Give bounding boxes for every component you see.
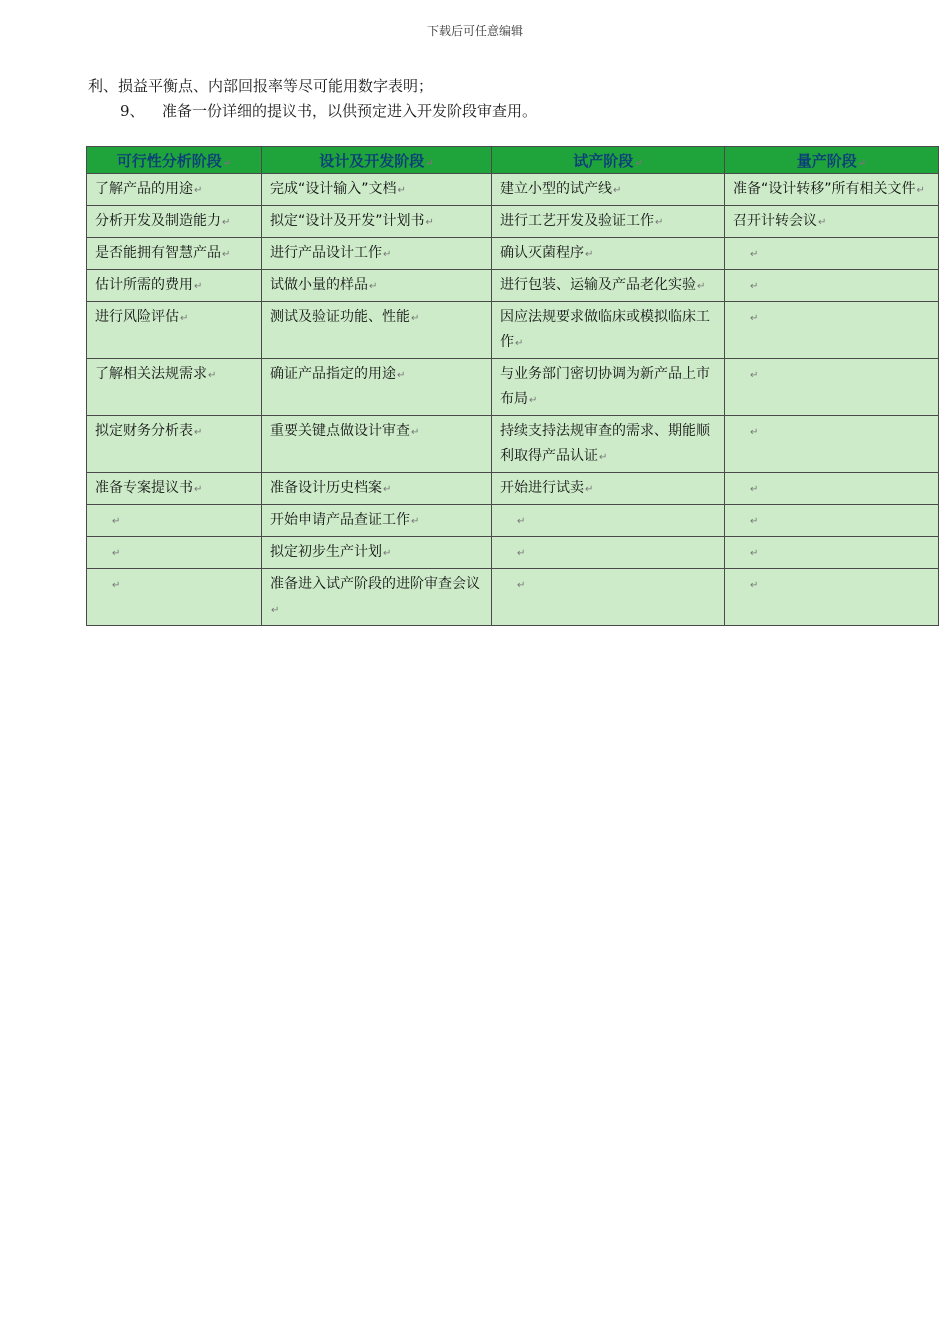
paragraph-mark: ↵	[517, 548, 526, 559]
paragraph-mark: ↵	[112, 580, 121, 591]
table-cell	[262, 537, 492, 569]
table-row	[87, 270, 939, 302]
table-row	[87, 359, 939, 416]
table-cell	[492, 302, 725, 359]
table-cell	[87, 359, 262, 416]
table-cell	[492, 505, 725, 537]
paragraph-mark: ↵	[271, 605, 280, 616]
table-row	[87, 238, 939, 270]
header-trial-production: 试产阶段↵	[492, 147, 725, 174]
paragraph-mark: ↵	[515, 338, 524, 349]
page-header-note: 下载后可任意编辑	[426, 24, 523, 38]
table-row	[87, 569, 939, 626]
paragraph-mark: ↵	[411, 516, 420, 527]
item-number: 9、	[120, 102, 145, 120]
table-cell	[262, 302, 492, 359]
table-cell	[87, 174, 262, 206]
paragraph-mark: ↵	[425, 217, 434, 228]
table-cell	[725, 473, 939, 505]
paragraph-mark: ↵	[397, 370, 406, 381]
cell-text: 开始申请产品查证工作	[270, 512, 410, 528]
table-cell	[87, 505, 262, 537]
table-cell	[725, 302, 939, 359]
table-row	[87, 302, 939, 359]
paragraph-mark: ↵	[697, 281, 706, 292]
table-row	[87, 505, 939, 537]
table-cell	[87, 537, 262, 569]
paragraph-mark: ↵	[222, 249, 231, 260]
paragraph-continuation: 利、损益平衡点、内部回报率等尽可能用数字表明；	[88, 77, 434, 95]
table-cell	[725, 359, 939, 416]
cell-text: 准备设计历史档案	[270, 480, 382, 496]
table-cell	[492, 537, 725, 569]
cell-text: 与业务部门密切协调为新产品上市布局	[500, 366, 710, 407]
paragraph-mark: ↵	[383, 548, 392, 559]
header-feasibility: 可行性分析阶段↵	[87, 147, 262, 174]
paragraph-mark: ↵	[916, 185, 925, 196]
cell-text: 准备“设计转移”所有相关文件	[733, 181, 916, 197]
table-cell	[262, 359, 492, 416]
cell-text: 准备进入试产阶段的进阶审查会议	[270, 576, 480, 592]
paragraph-mark: ↵	[411, 313, 420, 324]
table-cell	[725, 569, 939, 626]
table-cell	[262, 473, 492, 505]
cell-text: 进行包装、运输及产品老化实验	[500, 277, 696, 293]
table-cell	[87, 206, 262, 238]
phase-table-container	[86, 146, 938, 626]
table-cell	[492, 416, 725, 473]
paragraph-mark: ↵	[750, 249, 759, 260]
cell-text: 开始进行试卖	[500, 480, 584, 496]
table-cell	[492, 359, 725, 416]
paragraph-mark: ↵	[750, 370, 759, 381]
table-row	[87, 206, 939, 238]
cell-text: 准备专案提议书	[95, 480, 193, 496]
cell-text: 是否能拥有智慧产品	[95, 245, 221, 261]
paragraph-mark: ↵	[194, 281, 203, 292]
paragraph-mark: ↵	[529, 395, 538, 406]
paragraph-mark: ↵	[411, 427, 420, 438]
table-row	[87, 473, 939, 505]
cell-text: 建立小型的试产线	[500, 181, 612, 197]
table-cell	[725, 505, 939, 537]
paragraph-mark: ↵	[750, 313, 759, 324]
cell-text: 因应法规要求做临床或模拟临床工作	[500, 309, 710, 350]
table-cell	[725, 238, 939, 270]
table-cell	[492, 569, 725, 626]
cell-text: 召开计转会议	[733, 213, 817, 229]
cell-text: 进行产品设计工作	[270, 245, 382, 261]
paragraph-mark: ↵	[818, 217, 827, 228]
paragraph-mark: ↵	[517, 580, 526, 591]
table-cell	[725, 537, 939, 569]
paragraph-mark: ↵	[194, 484, 203, 495]
paragraph-mark: ↵	[750, 427, 759, 438]
paragraph-mark: ↵	[599, 452, 608, 463]
header-mass-production: 量产阶段↵	[725, 147, 939, 174]
table-cell	[725, 174, 939, 206]
paragraph-mark: ↵	[750, 516, 759, 527]
table-cell	[262, 206, 492, 238]
table-row	[87, 537, 939, 569]
cell-text: 估计所需的费用	[95, 277, 193, 293]
cell-text: 了解产品的用途	[95, 181, 193, 197]
table-cell	[492, 270, 725, 302]
cell-text: 试做小量的样品	[270, 277, 368, 293]
paragraph-item-9	[120, 101, 537, 121]
paragraph-mark: ↵	[208, 370, 217, 381]
paragraph-mark: ↵	[383, 249, 392, 260]
table-cell	[87, 473, 262, 505]
table-cell	[725, 416, 939, 473]
table-cell	[492, 174, 725, 206]
paragraph-mark: ↵	[517, 516, 526, 527]
header-design-dev: 设计及开发阶段↵	[262, 147, 492, 174]
table-cell	[87, 569, 262, 626]
phase-table	[86, 146, 939, 626]
cell-text: 确证产品指定的用途	[270, 366, 396, 382]
paragraph-mark: ↵	[194, 185, 203, 196]
paragraph-mark: ↵	[585, 484, 594, 495]
paragraph-mark: ↵	[180, 313, 189, 324]
paragraph-mark: ↵	[194, 427, 203, 438]
paragraph-mark: ↵	[750, 484, 759, 495]
paragraph-mark: ↵	[112, 548, 121, 559]
paragraph-mark: ↵	[585, 249, 594, 260]
cell-text: 确认灭菌程序	[500, 245, 584, 261]
paragraph-mark: ↵	[655, 217, 664, 228]
table-cell	[262, 505, 492, 537]
table-cell	[725, 270, 939, 302]
table-row	[87, 174, 939, 206]
cell-text: 完成“设计输入”文档	[270, 181, 397, 197]
table-cell	[262, 569, 492, 626]
paragraph-mark: ↵	[369, 281, 378, 292]
cell-text: 分析开发及制造能力	[95, 213, 221, 229]
paragraph-mark: ↵	[613, 185, 622, 196]
cell-text: 拟定初步生产计划	[270, 544, 382, 560]
paragraph-mark: ↵	[750, 580, 759, 591]
cell-text: 持续支持法规审查的需求、期能顺利取得产品认证	[500, 423, 710, 464]
table-cell	[87, 302, 262, 359]
table-cell	[87, 416, 262, 473]
paragraph-mark: ↵	[222, 217, 231, 228]
table-cell	[262, 270, 492, 302]
table-cell	[87, 238, 262, 270]
paragraph-mark: ↵	[112, 516, 121, 527]
paragraph-mark: ↵	[750, 281, 759, 292]
table-cell	[492, 206, 725, 238]
table-body	[87, 174, 939, 626]
cell-text: 进行风险评估	[95, 309, 179, 325]
cell-text: 测试及验证功能、性能	[270, 309, 410, 325]
paragraph-mark: ↵	[750, 548, 759, 559]
paragraph-mark: ↵	[383, 484, 392, 495]
table-cell	[262, 416, 492, 473]
table-header-row	[87, 147, 939, 174]
cell-text: 重要关键点做设计审查	[270, 423, 410, 439]
item-text: 准备一份详细的提议书，以供预定进入开发阶段审查用。	[162, 102, 538, 120]
table-cell	[725, 206, 939, 238]
cell-text: 进行工艺开发及验证工作	[500, 213, 654, 229]
table-cell	[492, 238, 725, 270]
table-row	[87, 416, 939, 473]
table-cell	[87, 270, 262, 302]
table-cell	[262, 174, 492, 206]
cell-text: 了解相关法规需求	[95, 366, 207, 382]
table-cell	[492, 473, 725, 505]
cell-text: 拟定财务分析表	[95, 423, 193, 439]
cell-text: 拟定“设计及开发”计划书	[270, 213, 425, 229]
paragraph-mark: ↵	[397, 185, 406, 196]
table-cell	[262, 238, 492, 270]
